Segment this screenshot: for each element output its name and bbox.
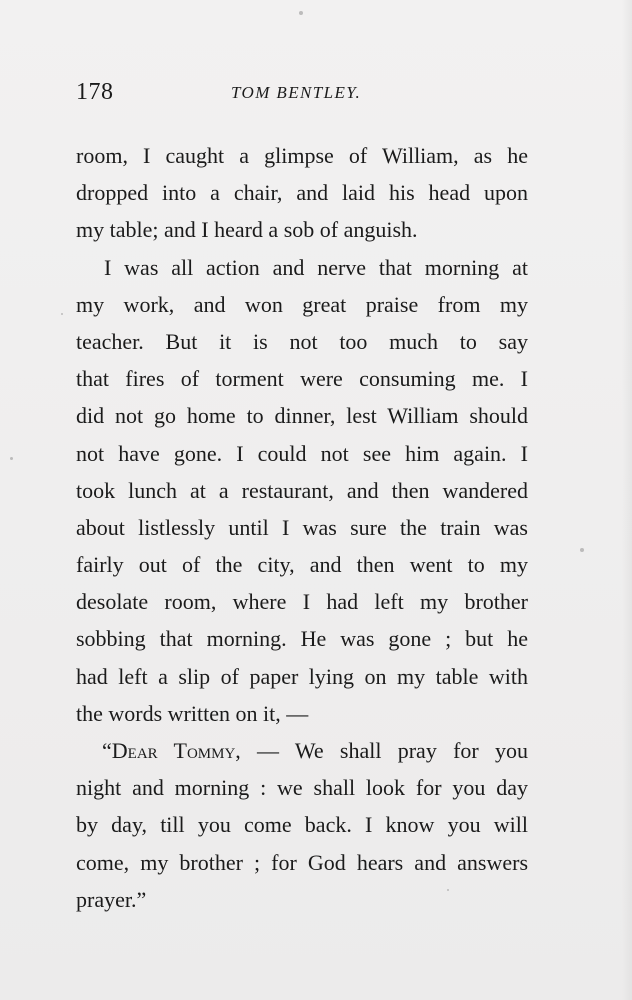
page-number: 178: [76, 79, 114, 105]
text-line: I was all action and nerve that morning at: [104, 254, 528, 280]
paper-speck: [10, 457, 13, 460]
body-text: [76, 137, 528, 918]
opening-quote-mark: “: [102, 738, 112, 763]
text-line: dropped into a chair, and laid his head upon: [76, 180, 528, 206]
quote-line: prayer.”: [76, 886, 147, 912]
page-edge-shadow: [622, 0, 632, 1000]
quote-line: come, my brother ; for God hears and answers: [76, 849, 528, 875]
quote-line: night and morning : we shall look for you day: [76, 775, 528, 801]
text-line: my table; and I heard a sob of anguish.: [76, 217, 418, 243]
text-line: took lunch at a restaurant, and then wandered: [76, 477, 528, 503]
text-line: the words written on it, —: [76, 700, 309, 726]
text-line: teacher. But it is not too much to say: [76, 328, 528, 354]
quote-line: [76, 732, 528, 769]
paper-speck: [61, 313, 63, 315]
text-line: did not go home to dinner, lest William should: [76, 403, 528, 429]
text-line: fairly out of the city, and then went to my: [76, 552, 528, 578]
paper-speck: [299, 11, 303, 15]
text-line: room, I caught a glimpse of William, as he: [76, 143, 528, 168]
text-line: about listlessly until I was sure the train was: [76, 514, 528, 540]
paper-speck: [447, 889, 449, 891]
paper-speck: [580, 548, 584, 552]
letter-salutation: Dear Tommy,: [111, 738, 241, 763]
text-line: sobbing that morning. He was gone ; but he: [76, 626, 528, 652]
running-title: TOM BENTLEY.: [231, 83, 362, 102]
quote-line: by day, till you come back. I know you will: [76, 812, 528, 838]
text-line: that fires of torment were consuming me. I: [76, 366, 528, 392]
text-line: not have gone. I could not see him again. I: [76, 440, 528, 466]
page-header: [76, 79, 528, 109]
quote-line-rest: — We shall pray for you: [240, 738, 528, 763]
text-line: my work, and won great praise from my: [76, 291, 528, 317]
text-line: had left a slip of paper lying on my table with: [76, 663, 528, 689]
text-line: desolate room, where I had left my brother: [76, 589, 528, 615]
